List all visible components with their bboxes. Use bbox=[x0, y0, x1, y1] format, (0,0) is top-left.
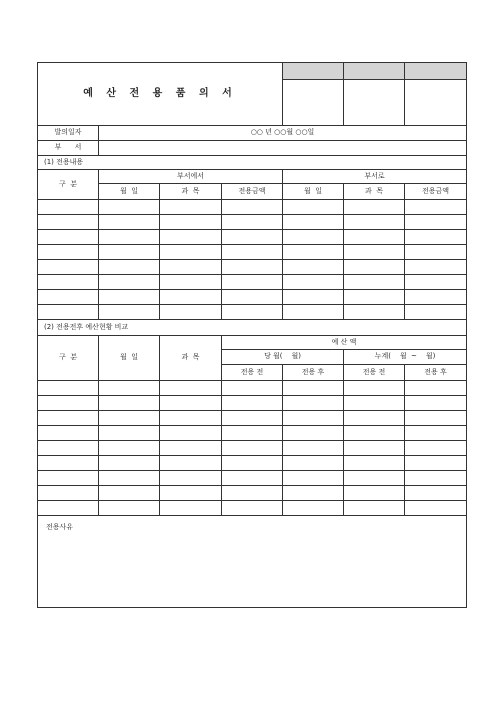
dept-value[interactable] bbox=[99, 140, 467, 155]
table-cell[interactable] bbox=[38, 229, 99, 244]
table-cell[interactable] bbox=[283, 214, 344, 229]
table-cell[interactable] bbox=[38, 425, 99, 440]
table-cell[interactable] bbox=[160, 500, 222, 515]
table-cell[interactable] bbox=[283, 500, 344, 515]
table-cell[interactable] bbox=[344, 304, 405, 319]
from-amount-header: 전용금액 bbox=[222, 183, 283, 199]
section2-date-header: 월 일 bbox=[99, 335, 160, 380]
table-cell[interactable] bbox=[38, 199, 99, 214]
form-body bbox=[37, 126, 467, 608]
table-cell[interactable] bbox=[283, 304, 344, 319]
table-cell[interactable] bbox=[222, 500, 283, 515]
from-date-header: 월 일 bbox=[99, 183, 160, 199]
table-cell[interactable] bbox=[344, 289, 405, 304]
table-cell[interactable] bbox=[160, 470, 222, 485]
table-cell[interactable] bbox=[405, 380, 467, 395]
table-cell[interactable] bbox=[405, 289, 467, 304]
table-cell[interactable] bbox=[38, 214, 99, 229]
table-cell[interactable] bbox=[160, 259, 222, 274]
to-date-header: 월 일 bbox=[283, 183, 344, 199]
table-cell[interactable] bbox=[283, 244, 344, 259]
table-cell[interactable] bbox=[160, 410, 222, 425]
table-row bbox=[38, 470, 467, 485]
table-cell[interactable] bbox=[283, 455, 344, 470]
approval-header-cell bbox=[405, 63, 467, 80]
table-cell[interactable] bbox=[283, 199, 344, 214]
table-cell[interactable] bbox=[99, 244, 160, 259]
table-cell[interactable] bbox=[38, 440, 99, 455]
table-cell[interactable] bbox=[99, 500, 160, 515]
section1-rows bbox=[38, 199, 467, 319]
table-cell[interactable] bbox=[160, 485, 222, 500]
table-cell[interactable] bbox=[99, 425, 160, 440]
table-cell[interactable] bbox=[283, 485, 344, 500]
table-cell[interactable] bbox=[160, 455, 222, 470]
table-cell[interactable] bbox=[405, 199, 467, 214]
table-cell[interactable] bbox=[99, 259, 160, 274]
table-cell[interactable] bbox=[283, 395, 344, 410]
table-cell[interactable] bbox=[283, 259, 344, 274]
table-cell[interactable] bbox=[38, 410, 99, 425]
section2-heading: (2) 전용전후 예산현황 비교 bbox=[38, 319, 467, 335]
table-cell[interactable] bbox=[222, 259, 283, 274]
table-cell[interactable] bbox=[344, 244, 405, 259]
table-cell[interactable] bbox=[344, 455, 405, 470]
table-cell[interactable] bbox=[344, 410, 405, 425]
table-cell[interactable] bbox=[99, 410, 160, 425]
table-cell[interactable] bbox=[405, 485, 467, 500]
table-cell[interactable] bbox=[222, 425, 283, 440]
cumulative-header: 누계( 월 ~ 월) bbox=[344, 349, 467, 364]
this-month-after-header: 전용 후 bbox=[283, 364, 344, 380]
budget-header: 예 산 액 bbox=[222, 335, 467, 349]
table-cell[interactable] bbox=[405, 274, 467, 289]
section2-rows bbox=[38, 380, 467, 515]
table-cell[interactable] bbox=[160, 229, 222, 244]
table-cell[interactable] bbox=[99, 304, 160, 319]
table-cell[interactable] bbox=[405, 410, 467, 425]
table-row bbox=[38, 199, 467, 214]
table-cell[interactable] bbox=[222, 395, 283, 410]
table-row bbox=[38, 440, 467, 455]
table-cell[interactable] bbox=[160, 199, 222, 214]
table-cell[interactable] bbox=[160, 289, 222, 304]
from-subject-header: 과 목 bbox=[160, 183, 222, 199]
form-title: 예 산 전 용 품 의 서 bbox=[38, 63, 283, 126]
table-row bbox=[38, 455, 467, 470]
table-cell[interactable] bbox=[405, 470, 467, 485]
table-row bbox=[38, 304, 467, 319]
table-cell[interactable] bbox=[38, 289, 99, 304]
table-cell[interactable] bbox=[283, 470, 344, 485]
table-cell[interactable] bbox=[405, 214, 467, 229]
table-cell[interactable] bbox=[344, 440, 405, 455]
table-cell[interactable] bbox=[405, 500, 467, 515]
table-cell[interactable] bbox=[99, 199, 160, 214]
from-dept-header: 부서에서 bbox=[99, 169, 283, 183]
table-cell[interactable] bbox=[344, 274, 405, 289]
table-cell[interactable] bbox=[160, 304, 222, 319]
approval-sign-cell[interactable] bbox=[283, 80, 344, 126]
table-cell[interactable] bbox=[405, 229, 467, 244]
section2-category-header: 구 분 bbox=[38, 335, 99, 380]
table-cell[interactable] bbox=[99, 380, 160, 395]
table-cell[interactable] bbox=[222, 410, 283, 425]
table-cell[interactable] bbox=[344, 199, 405, 214]
table-cell[interactable] bbox=[99, 289, 160, 304]
table-cell[interactable] bbox=[344, 500, 405, 515]
table-cell[interactable] bbox=[222, 214, 283, 229]
table-row bbox=[38, 229, 467, 244]
table-cell[interactable] bbox=[222, 455, 283, 470]
cumulative-before-header: 전용 전 bbox=[344, 364, 405, 380]
table-cell[interactable] bbox=[38, 380, 99, 395]
table-row bbox=[38, 410, 467, 425]
table-cell[interactable] bbox=[405, 259, 467, 274]
section2-subject-header: 과 목 bbox=[160, 335, 222, 380]
table-row bbox=[38, 425, 467, 440]
reason-field[interactable] bbox=[38, 515, 467, 607]
table-cell[interactable] bbox=[160, 395, 222, 410]
table-cell[interactable] bbox=[38, 304, 99, 319]
table-cell[interactable] bbox=[99, 229, 160, 244]
table-cell[interactable] bbox=[38, 470, 99, 485]
table-cell[interactable] bbox=[222, 199, 283, 214]
approval-header-cell bbox=[283, 63, 344, 80]
table-cell[interactable] bbox=[222, 380, 283, 395]
to-subject-header: 과 목 bbox=[344, 183, 405, 199]
this-month-header: 당 월( 월) bbox=[222, 349, 344, 364]
table-row bbox=[38, 244, 467, 259]
table-cell[interactable] bbox=[222, 229, 283, 244]
title-block bbox=[37, 62, 467, 126]
table-cell[interactable] bbox=[283, 440, 344, 455]
table-cell[interactable] bbox=[344, 259, 405, 274]
table-cell[interactable] bbox=[38, 259, 99, 274]
table-cell[interactable] bbox=[222, 244, 283, 259]
table-cell[interactable] bbox=[344, 229, 405, 244]
table-row bbox=[38, 485, 467, 500]
table-cell[interactable] bbox=[222, 304, 283, 319]
approval-sign-cell[interactable] bbox=[405, 80, 467, 126]
table-cell[interactable] bbox=[38, 244, 99, 259]
date-value[interactable]: ○○ 년 ○○월 ○○일 bbox=[99, 126, 467, 140]
table-cell[interactable] bbox=[38, 455, 99, 470]
table-cell[interactable] bbox=[344, 470, 405, 485]
table-cell[interactable] bbox=[160, 214, 222, 229]
table-cell[interactable] bbox=[99, 274, 160, 289]
table-cell[interactable] bbox=[344, 214, 405, 229]
table-cell[interactable] bbox=[38, 395, 99, 410]
table-row bbox=[38, 395, 467, 410]
table-cell[interactable] bbox=[38, 500, 99, 515]
table-cell[interactable] bbox=[99, 455, 160, 470]
table-cell[interactable] bbox=[405, 395, 467, 410]
table-cell[interactable] bbox=[160, 244, 222, 259]
to-amount-header: 전용금액 bbox=[405, 183, 467, 199]
table-row bbox=[38, 214, 467, 229]
table-cell[interactable] bbox=[283, 410, 344, 425]
table-cell[interactable] bbox=[160, 274, 222, 289]
table-cell[interactable] bbox=[99, 214, 160, 229]
table-cell[interactable] bbox=[38, 485, 99, 500]
table-cell[interactable] bbox=[405, 455, 467, 470]
to-dept-header: 부서로 bbox=[283, 169, 467, 183]
budget-transfer-form bbox=[37, 62, 466, 608]
table-cell[interactable] bbox=[160, 440, 222, 455]
table-cell[interactable] bbox=[405, 425, 467, 440]
this-month-before-header: 전용 전 bbox=[222, 364, 283, 380]
table-cell[interactable] bbox=[405, 304, 467, 319]
table-cell[interactable] bbox=[222, 470, 283, 485]
table-cell[interactable] bbox=[222, 440, 283, 455]
table-cell[interactable] bbox=[222, 485, 283, 500]
table-cell[interactable] bbox=[283, 380, 344, 395]
table-cell[interactable] bbox=[99, 395, 160, 410]
table-cell[interactable] bbox=[283, 425, 344, 440]
section1-heading: (1) 전용내용 bbox=[38, 155, 467, 169]
table-cell[interactable] bbox=[283, 289, 344, 304]
table-row bbox=[38, 289, 467, 304]
table-row bbox=[38, 259, 467, 274]
cumulative-after-header: 전용 후 bbox=[405, 364, 467, 380]
table-cell[interactable] bbox=[344, 380, 405, 395]
table-row bbox=[38, 500, 467, 515]
table-cell[interactable] bbox=[405, 244, 467, 259]
table-cell[interactable] bbox=[99, 470, 160, 485]
table-cell[interactable] bbox=[160, 380, 222, 395]
table-cell[interactable] bbox=[222, 289, 283, 304]
table-cell[interactable] bbox=[344, 485, 405, 500]
approval-sign-cell[interactable] bbox=[344, 80, 405, 126]
table-cell[interactable] bbox=[344, 425, 405, 440]
table-row bbox=[38, 380, 467, 395]
table-cell[interactable] bbox=[283, 229, 344, 244]
table-cell[interactable] bbox=[283, 274, 344, 289]
table-cell[interactable] bbox=[38, 274, 99, 289]
table-row bbox=[38, 274, 467, 289]
table-cell[interactable] bbox=[222, 274, 283, 289]
date-label: 발의일자 bbox=[38, 126, 99, 140]
section1-category-header: 구 분 bbox=[38, 169, 99, 199]
table-cell[interactable] bbox=[405, 440, 467, 455]
table-cell[interactable] bbox=[99, 485, 160, 500]
approval-header-cell bbox=[344, 63, 405, 80]
table-cell[interactable] bbox=[160, 425, 222, 440]
table-cell[interactable] bbox=[344, 395, 405, 410]
table-cell[interactable] bbox=[99, 440, 160, 455]
dept-label: 부 서 bbox=[38, 140, 99, 155]
reason-label: 전용사유 bbox=[46, 522, 74, 531]
